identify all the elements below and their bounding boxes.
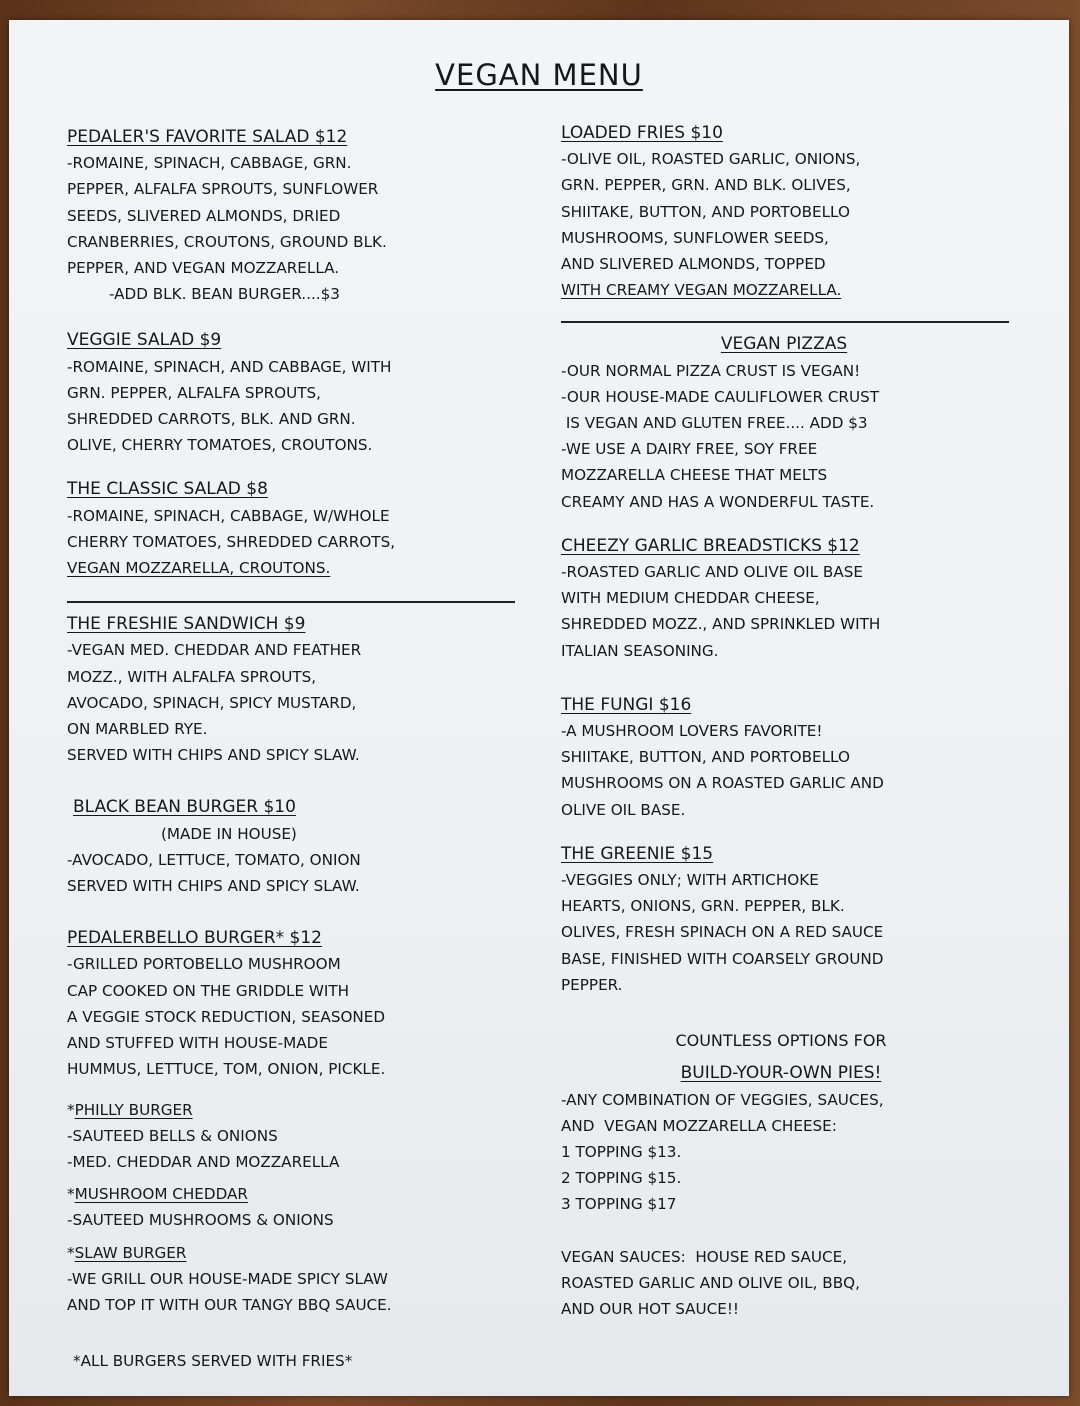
item-line: -MED. CHEDDAR AND MOZZARELLA [67,1152,340,1171]
pedalerbello-section [67,925,537,1082]
item-line: HEARTS, ONIONS, GRN. PEPPER, BLK. [561,897,845,916]
item-line: CHERRY TOMATOES, SHREDDED CARROTS, [67,532,396,551]
slaw-burger-heading: *SLAW BURGER [67,1243,187,1262]
addon-line: -ADD BLK. BEAN BURGER....$3 [109,285,340,304]
item-line: SHREDDED CARROTS, BLK. AND GRN. [67,410,356,429]
item-line: SHIITAKE, BUTTON, AND PORTOBELLO [561,202,850,221]
slaw-burger-section [67,1240,537,1319]
item-line: -AVOCADO, LETTUCE, TOMATO, ONION [67,850,361,869]
pedaler-salad-section [67,124,537,307]
item-line: WITH MEDIUM CHEDDAR CHEESE, [561,589,820,608]
burgers-footer-note: *ALL BURGERS SERVED WITH FRIES* [73,1352,353,1371]
item-line: -WE GRILL OUR HOUSE-MADE SPICY SLAW [67,1269,388,1288]
item-line: CREAMY AND HAS A WONDERFUL TASTE. [561,492,875,511]
item-line: SHIITAKE, BUTTON, AND PORTOBELLO [561,748,850,767]
item-line: -ANY COMBINATION OF VEGGIES, SAUCES, [561,1090,884,1109]
vegan-sauces-section [561,1244,1031,1323]
item-line: PEPPER, AND VEGAN MOZZARELLA. [67,259,340,278]
item-line: VEGAN SAUCES: HOUSE RED SAUCE, [561,1247,848,1266]
item-line: -OLIVE OIL, ROASTED GARLIC, ONIONS, [561,150,861,169]
item-line: GRN. PEPPER, GRN. AND BLK. OLIVES, [561,176,851,195]
item-line: IS VEGAN AND GLUTEN FREE.... ADD $3 [561,414,868,433]
item-line: -GRILLED PORTOBELLO MUSHROOM [67,955,341,974]
item-line: ON MARBLED RYE. [67,720,208,739]
fungi-heading: THE FUNGI $16 [561,694,692,715]
item-line: AND TOP IT WITH OUR TANGY BBQ SAUCE. [67,1295,392,1314]
item-line: SHREDDED MOZZ., AND SPRINKLED WITH [561,615,881,634]
item-line: ROASTED GARLIC AND OLIVE OIL, BBQ, [561,1273,860,1292]
item-line: AVOCADO, SPINACH, SPICY MUSTARD, [67,693,357,712]
item-line: AND OUR HOT SAUCE!! [561,1299,740,1318]
item-line: OLIVE OIL BASE. [561,800,686,819]
divider [561,321,1009,323]
veggie-salad-section [67,327,537,458]
menu-title: VEGAN MENU [435,58,643,92]
pedaler-salad-heading: PEDALER'S FAVORITE SALAD $12 [67,127,348,147]
item-line: SERVED WITH CHIPS AND SPICY SLAW. [67,746,360,765]
item-line: -A MUSHROOM LOVERS FAVORITE! [561,722,823,741]
item-line: ITALIAN SEASONING. [561,641,719,660]
item-line: CAP COOKED ON THE GRIDDLE WITH [67,981,350,1000]
price-line: 2 TOPPING $15. [561,1169,682,1188]
right-column [561,104,1031,1322]
breadsticks-heading: CHEEZY GARLIC BREADSTICKS $12 [561,535,860,556]
classic-salad-heading: THE CLASSIC SALAD $8 [67,479,268,500]
mushroom-cheddar-section [67,1181,537,1233]
item-line: -ROMAINE, SPINACH, AND CABBAGE, WITH [67,357,392,376]
item-line: MUSHROOMS, SUNFLOWER SEEDS, [561,228,829,247]
item-line: AND SLIVERED ALMONDS, TOPPED [561,255,826,274]
sub-line: (MADE IN HOUSE) [161,824,297,843]
build-your-own-section [561,1028,1031,1217]
item-line: WITH CREAMY VEGAN MOZZARELLA. [561,281,842,300]
item-line: -VEGGIES ONLY; WITH ARTICHOKE [561,871,819,890]
loaded-fries-section [561,120,1031,303]
item-line: -SAUTEED BELLS & ONIONS [67,1126,278,1145]
left-column [67,104,537,1374]
item-line: CRANBERRIES, CROUTONS, GROUND BLK. [67,232,387,251]
item-line: SEEDS, SLIVERED ALMONDS, DRIED [67,206,341,225]
item-line: -VEGAN MED. CHEDDAR AND FEATHER [67,641,362,660]
breadsticks-section [561,533,1031,664]
item-line: AND VEGAN MOZZARELLA CHEESE: [561,1116,837,1135]
item-line: VEGAN MOZZARELLA, CROUTONS. [67,559,331,578]
item-line: -WE USE A DAIRY FREE, SOY FREE [561,440,818,459]
classic-salad-section [67,476,537,581]
item-line: MOZZARELLA CHEESE THAT MELTS [561,466,828,485]
freshie-section [67,611,537,768]
item-line: -ROASTED GARLIC AND OLIVE OIL BASE [561,563,863,582]
item-line: MUSHROOMS ON A ROASTED GARLIC AND [561,774,884,793]
item-line: OLIVE, CHERRY TOMATOES, CROUTONS. [67,436,373,455]
price-line: 1 TOPPING $13. [561,1142,682,1161]
item-line: OLIVES, FRESH SPINACH ON A RED SAUCE [561,923,884,942]
item-line: -SAUTEED MUSHROOMS & ONIONS [67,1211,334,1230]
item-line: -OUR HOUSE-MADE CAULIFLOWER CRUST [561,387,880,406]
divider [67,601,515,603]
item-line: PEPPER. [561,975,623,994]
black-bean-heading: BLACK BEAN BURGER $10 [73,797,296,818]
veggie-salad-heading: VEGGIE SALAD $9 [67,330,222,351]
mushroom-cheddar-heading: *MUSHROOM CHEDDAR [67,1185,248,1204]
loaded-fries-heading: LOADED FRIES $10 [561,123,723,143]
menu-page [9,20,1069,1396]
vegan-pizzas-section [561,331,1031,514]
item-line: AND STUFFED WITH HOUSE-MADE [67,1034,328,1053]
item-line: MOZZ., WITH ALFALFA SPROUTS, [67,667,317,686]
greenie-section [561,841,1031,998]
pedalerbello-heading: PEDALERBELLO BURGER* $12 [67,928,322,949]
item-line: -ROMAINE, SPINACH, CABBAGE, W/WHOLE [67,506,390,525]
byo-heading-line1: COUNTLESS OPTIONS FOR [675,1031,887,1051]
item-line: BASE, FINISHED WITH COARSELY GROUND [561,949,884,968]
item-line: HUMMUS, LETTUCE, TOM, ONION, PICKLE. [67,1060,386,1079]
item-line: -ROMAINE, SPINACH, CABBAGE, GRN. [67,154,352,173]
item-line: GRN. PEPPER, ALFALFA SPROUTS, [67,383,321,402]
fungi-section [561,692,1031,823]
byo-heading-line2: BUILD-YOUR-OWN PIES! [680,1063,882,1084]
greenie-heading: THE GREENIE $15 [561,843,714,864]
philly-section [67,1097,537,1176]
philly-heading: *PHILLY BURGER [67,1100,193,1119]
item-line: SERVED WITH CHIPS AND SPICY SLAW. [67,877,360,896]
item-line: A VEGGIE STOCK REDUCTION, SEASONED [67,1007,386,1026]
freshie-heading: THE FRESHIE SANDWICH $9 [67,614,306,635]
vegan-pizzas-heading: VEGAN PIZZAS [720,334,848,355]
item-line: -OUR NORMAL PIZZA CRUST IS VEGAN! [561,361,861,380]
price-line: 3 TOPPING $17 [561,1195,677,1214]
black-bean-section [67,794,537,899]
item-line: PEPPER, ALFALFA SPROUTS, SUNFLOWER [67,180,379,199]
